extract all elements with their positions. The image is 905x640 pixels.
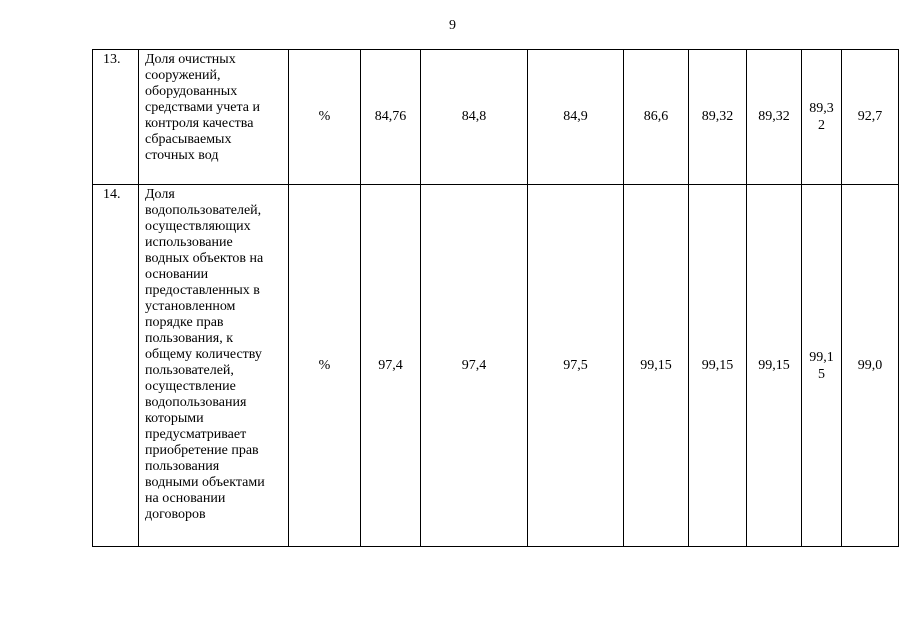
value-line: 89,3 [809, 101, 834, 116]
name-line: сооружений, [145, 68, 221, 83]
value-cell: 89,32 [689, 50, 747, 185]
name-line: на основании [145, 491, 226, 506]
name-line: предусматривает [145, 427, 247, 442]
indicator-table [92, 49, 899, 547]
name-line: водными объектами [145, 475, 265, 490]
value-cell: 92,7 [842, 50, 899, 185]
value-cell: 97,5 [528, 185, 624, 547]
value-cell: 99,15 [624, 185, 689, 547]
value-cell: 99,15 [689, 185, 747, 547]
name-line: порядке прав [145, 315, 224, 330]
name-line: использование [145, 235, 233, 250]
name-line: основании [145, 267, 209, 282]
value-line: 5 [818, 366, 825, 382]
name-line: пользователей, [145, 363, 234, 378]
value-cell: 84,76 [361, 50, 421, 185]
name-line: контроля качества [145, 116, 254, 131]
name-line: пользования [145, 459, 220, 474]
name-line: приобретение прав [145, 443, 259, 458]
indicator-name [139, 50, 289, 185]
name-line: осуществление [145, 379, 236, 394]
table-row [93, 185, 899, 547]
name-line: Доля [145, 187, 175, 202]
name-line: общему количеству [145, 347, 262, 362]
name-line: Доля очистных [145, 52, 236, 67]
name-line: предоставленных в [145, 283, 260, 298]
name-line: оборудованных [145, 84, 238, 99]
name-line: водопользователей, [145, 203, 262, 218]
name-line: осуществляющих [145, 219, 251, 234]
value-cell: 84,8 [421, 50, 528, 185]
name-line: пользования, к [145, 331, 233, 346]
value-cell-narrow [802, 185, 842, 547]
name-line: сточных вод [145, 148, 219, 163]
value-line: 2 [818, 118, 825, 133]
row-index: 14. [93, 185, 139, 547]
name-line: установленном [145, 299, 236, 314]
name-line: средствами учета и [145, 100, 260, 115]
name-line: договоров [145, 507, 206, 522]
name-line: сбрасываемых [145, 132, 232, 147]
value-cell: 97,4 [421, 185, 528, 547]
value-cell: 84,9 [528, 50, 624, 185]
table-row [93, 50, 899, 185]
value-cell: 99,0 [842, 185, 899, 547]
name-line: водных объектов на [145, 251, 264, 266]
indicator-name [139, 185, 289, 547]
value-cell: 99,15 [747, 185, 802, 547]
value-cell: 86,6 [624, 50, 689, 185]
unit-cell: % [289, 185, 361, 547]
value-cell: 89,32 [747, 50, 802, 185]
name-line: которыми [145, 411, 204, 426]
value-cell-narrow [802, 50, 842, 185]
unit-cell: % [289, 50, 361, 185]
value-cell: 97,4 [361, 185, 421, 547]
name-line: водопользования [145, 395, 247, 410]
row-index: 13. [93, 50, 139, 185]
page-number: 9 [449, 18, 456, 33]
value-line: 99,1 [809, 349, 834, 365]
